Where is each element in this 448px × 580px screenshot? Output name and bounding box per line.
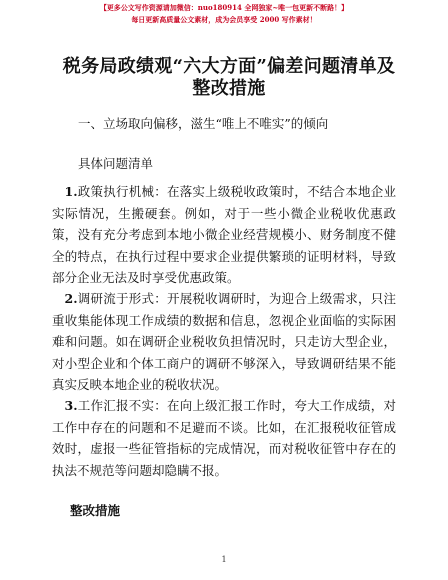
problem-item-1 [52, 181, 396, 289]
problem-list-heading: 具体问题清单 [78, 156, 154, 171]
item-number: 3. [64, 398, 78, 413]
problem-item-3 [52, 395, 396, 481]
item-number: 1. [64, 184, 78, 199]
rectification-measures-heading: 整改措施 [70, 503, 121, 518]
item-text: 调研流于形式：开展税收调研时，为迎合上级需求，只注重收集能体现工作成绩的数据和信息，忽视企业面临的实际困难和问题。如在调研企业税收负担情况时，只走访大型企业，对小型企业和个体工商户的调研不够深入，导致调研结果不能真实反映本地企业的税收状况。 [52, 291, 396, 392]
promo-banner-line-2: 每日更新高质量公文素材，成为会员享受 2000 写作素材！ [131, 15, 317, 24]
item-text: 工作汇报不实：在向上级汇报工作时，夸大工作成绩，对工作中存在的问题和不足避而不谈。比如，在汇报税收征管成效时，虚报一些征管指标的完成情况，而对税收征管中存在的执法不规范等问题却隐瞒不报。 [52, 398, 396, 478]
document-title: 税务局政绩观“六大方面”偏差问题清单及整改措施 [62, 56, 396, 99]
promo-banner-line-1: 【更多公文写作资源请加微信：nuo180914 全网独家~唯一包更新不断路！】 [99, 3, 349, 12]
problem-item-2 [52, 288, 396, 396]
item-text: 政策执行机械：在落实上级税收政策时，不结合本地企业实际情况，生搬硬套。例如，对于一些小微企业税收优惠政策，没有充分考虑到本地小微企业经营规模小、财务制度不健全的特点，在执行过程中要求企业提供繁琐的证明材料，导致部分企业无法及时享受优惠政策。 [52, 184, 396, 285]
section-heading: 一、立场取向偏移，滋生“唯上不唯实”的倾向 [78, 116, 329, 131]
page-number: 1 [221, 555, 227, 564]
item-number: 2. [64, 291, 78, 306]
